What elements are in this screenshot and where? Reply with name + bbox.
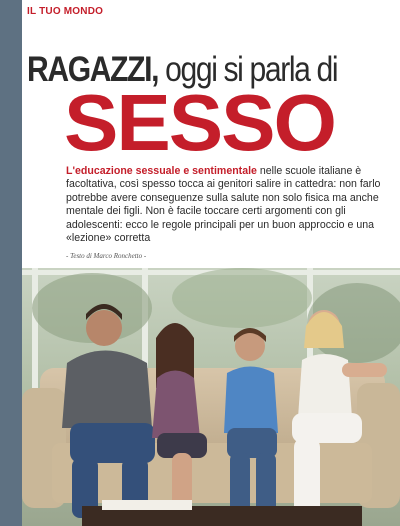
- page-spine-bar: [0, 0, 22, 526]
- lead-highlight: L'educazione sessuale e sentimentale: [66, 165, 257, 177]
- family-photo: [22, 268, 400, 526]
- headline-bold: RAGAZZI,: [27, 50, 159, 89]
- headline-rest: oggi si parla di: [158, 50, 338, 89]
- byline: - Testo di Marco Ronchetto -: [66, 252, 147, 260]
- family-photo-illustration: [22, 268, 400, 526]
- lead-paragraph: [66, 165, 388, 245]
- article-title: SESSO: [64, 78, 335, 167]
- lead-body: nelle scuole italiane è facoltativa, così spesso tocca ai genitori salire in cattedra: non farlo potrebbe avere conseguenze sulla salute non solo fisica ma anche mentale dei figli. Non è facile toccare certi argomenti con gli adolescenti: ecco le regole principali per un buon approccio e una «lezione» corretta: [66, 165, 381, 245]
- section-label: IL TUO MONDO: [27, 6, 104, 17]
